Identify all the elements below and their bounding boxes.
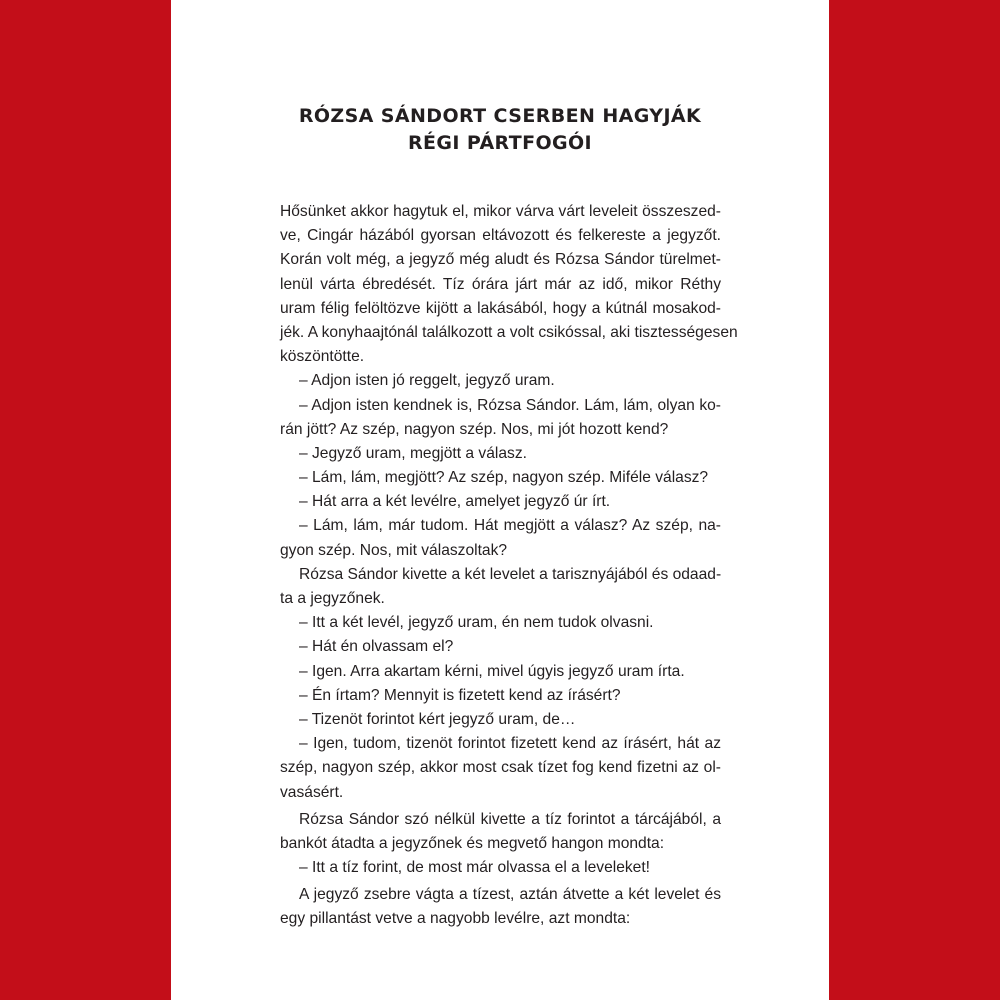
paragraph-line: Rózsa Sándor kivette a két levelet a tarisznyájából és odaad- <box>299 565 722 583</box>
text-line: gyon szép. Nos, mit válaszoltak? <box>280 541 508 559</box>
text-line: Hősünket akkor hagytuk el, mikor várva várt leveleit összeszed- <box>280 203 721 220</box>
dialogue-line: – Hát én olvassam el? <box>299 638 454 656</box>
dialogue-line: – Igen. Arra akartam kérni, mivel úgyis jegyző uram írta. <box>299 662 685 680</box>
text-line: ta a jegyzőnek. <box>280 590 385 607</box>
text-line: rán jött? Az szép, nagyon szép. Nos, mi jót hozott kend? <box>280 420 669 438</box>
chapter-title-line-2: RÉGI PÁRTFOGÓI <box>407 132 593 154</box>
dialogue-line: – Adjon isten jó reggelt, jegyző uram. <box>299 372 555 390</box>
dialogue-line: – Lám, lám, megjött? Az szép, nagyon szép. Miféle válasz? <box>299 469 709 487</box>
text-line: uram félig felöltözve kijött a lakásából, hogy a kútnál mosakod- <box>280 299 721 317</box>
text-line: jék. A konyhaajtónál találkozott a volt csikóssal, aki tisztességesen <box>280 323 738 341</box>
text-line: ve, Cingár házából gyorsan eltávozott és felkereste a jegyzőt. <box>280 227 721 245</box>
dialogue-line: – Lám, lám, már tudom. Hát megjött a válasz? Az szép, na- <box>299 517 721 535</box>
paragraph-line: A jegyző zsebre vágta a tízest, aztán átvette a két levelet és <box>299 886 721 904</box>
dialogue-line: – Hát arra a két levélre, amelyet jegyző úr írt. <box>299 493 611 511</box>
dialogue-line: – Tizenöt forintot kért jegyző uram, de… <box>299 710 576 728</box>
text-line: egy pillantást vetve a nagyobb levélre, azt mondta: <box>280 910 631 928</box>
body-text <box>280 200 738 932</box>
text-line: Korán volt még, a jegyző még aludt és Rózsa Sándor türelmet- <box>280 251 721 269</box>
dialogue-line: – Jegyző uram, megjött a válasz. <box>299 444 527 462</box>
dialogue-line: – Én írtam? Mennyit is fizetett kend az írásért? <box>299 686 621 704</box>
dialogue-line: – Adjon isten kendnek is, Rózsa Sándor. Lám, lám, olyan ko- <box>299 396 721 414</box>
dialogue-line: – Itt a két levél, jegyző uram, én nem tudok olvasni. <box>299 614 654 632</box>
book-page <box>171 0 829 1000</box>
text-line: vasásért. <box>280 783 344 801</box>
paragraph-line: Rózsa Sándor szó nélkül kivette a tíz forintot a tárcájából, a <box>299 810 721 828</box>
left-red-border <box>0 0 171 1000</box>
text-line: bankót átadta a jegyzőnek és megvető hangon mondta: <box>280 834 665 852</box>
text-line: szép, nagyon szép, akkor most csak tízet fog kend fizetni az ol- <box>280 759 721 777</box>
dialogue-line: – Igen, tudom, tizenöt forintot fizetett kend az írásért, hát az <box>299 735 721 753</box>
dialogue-line: – Itt a tíz forint, de most már olvassa el a leveleket! <box>299 859 651 877</box>
text-line: lenül várta ébredését. Tíz órára járt már az idő, mikor Réthy <box>280 275 721 293</box>
text-line: köszöntötte. <box>280 348 365 366</box>
chapter-title <box>171 103 829 157</box>
right-red-border <box>829 0 1000 1000</box>
chapter-title-line-1: RÓZSA SÁNDORT CSERBEN HAGYJÁK <box>298 105 702 127</box>
